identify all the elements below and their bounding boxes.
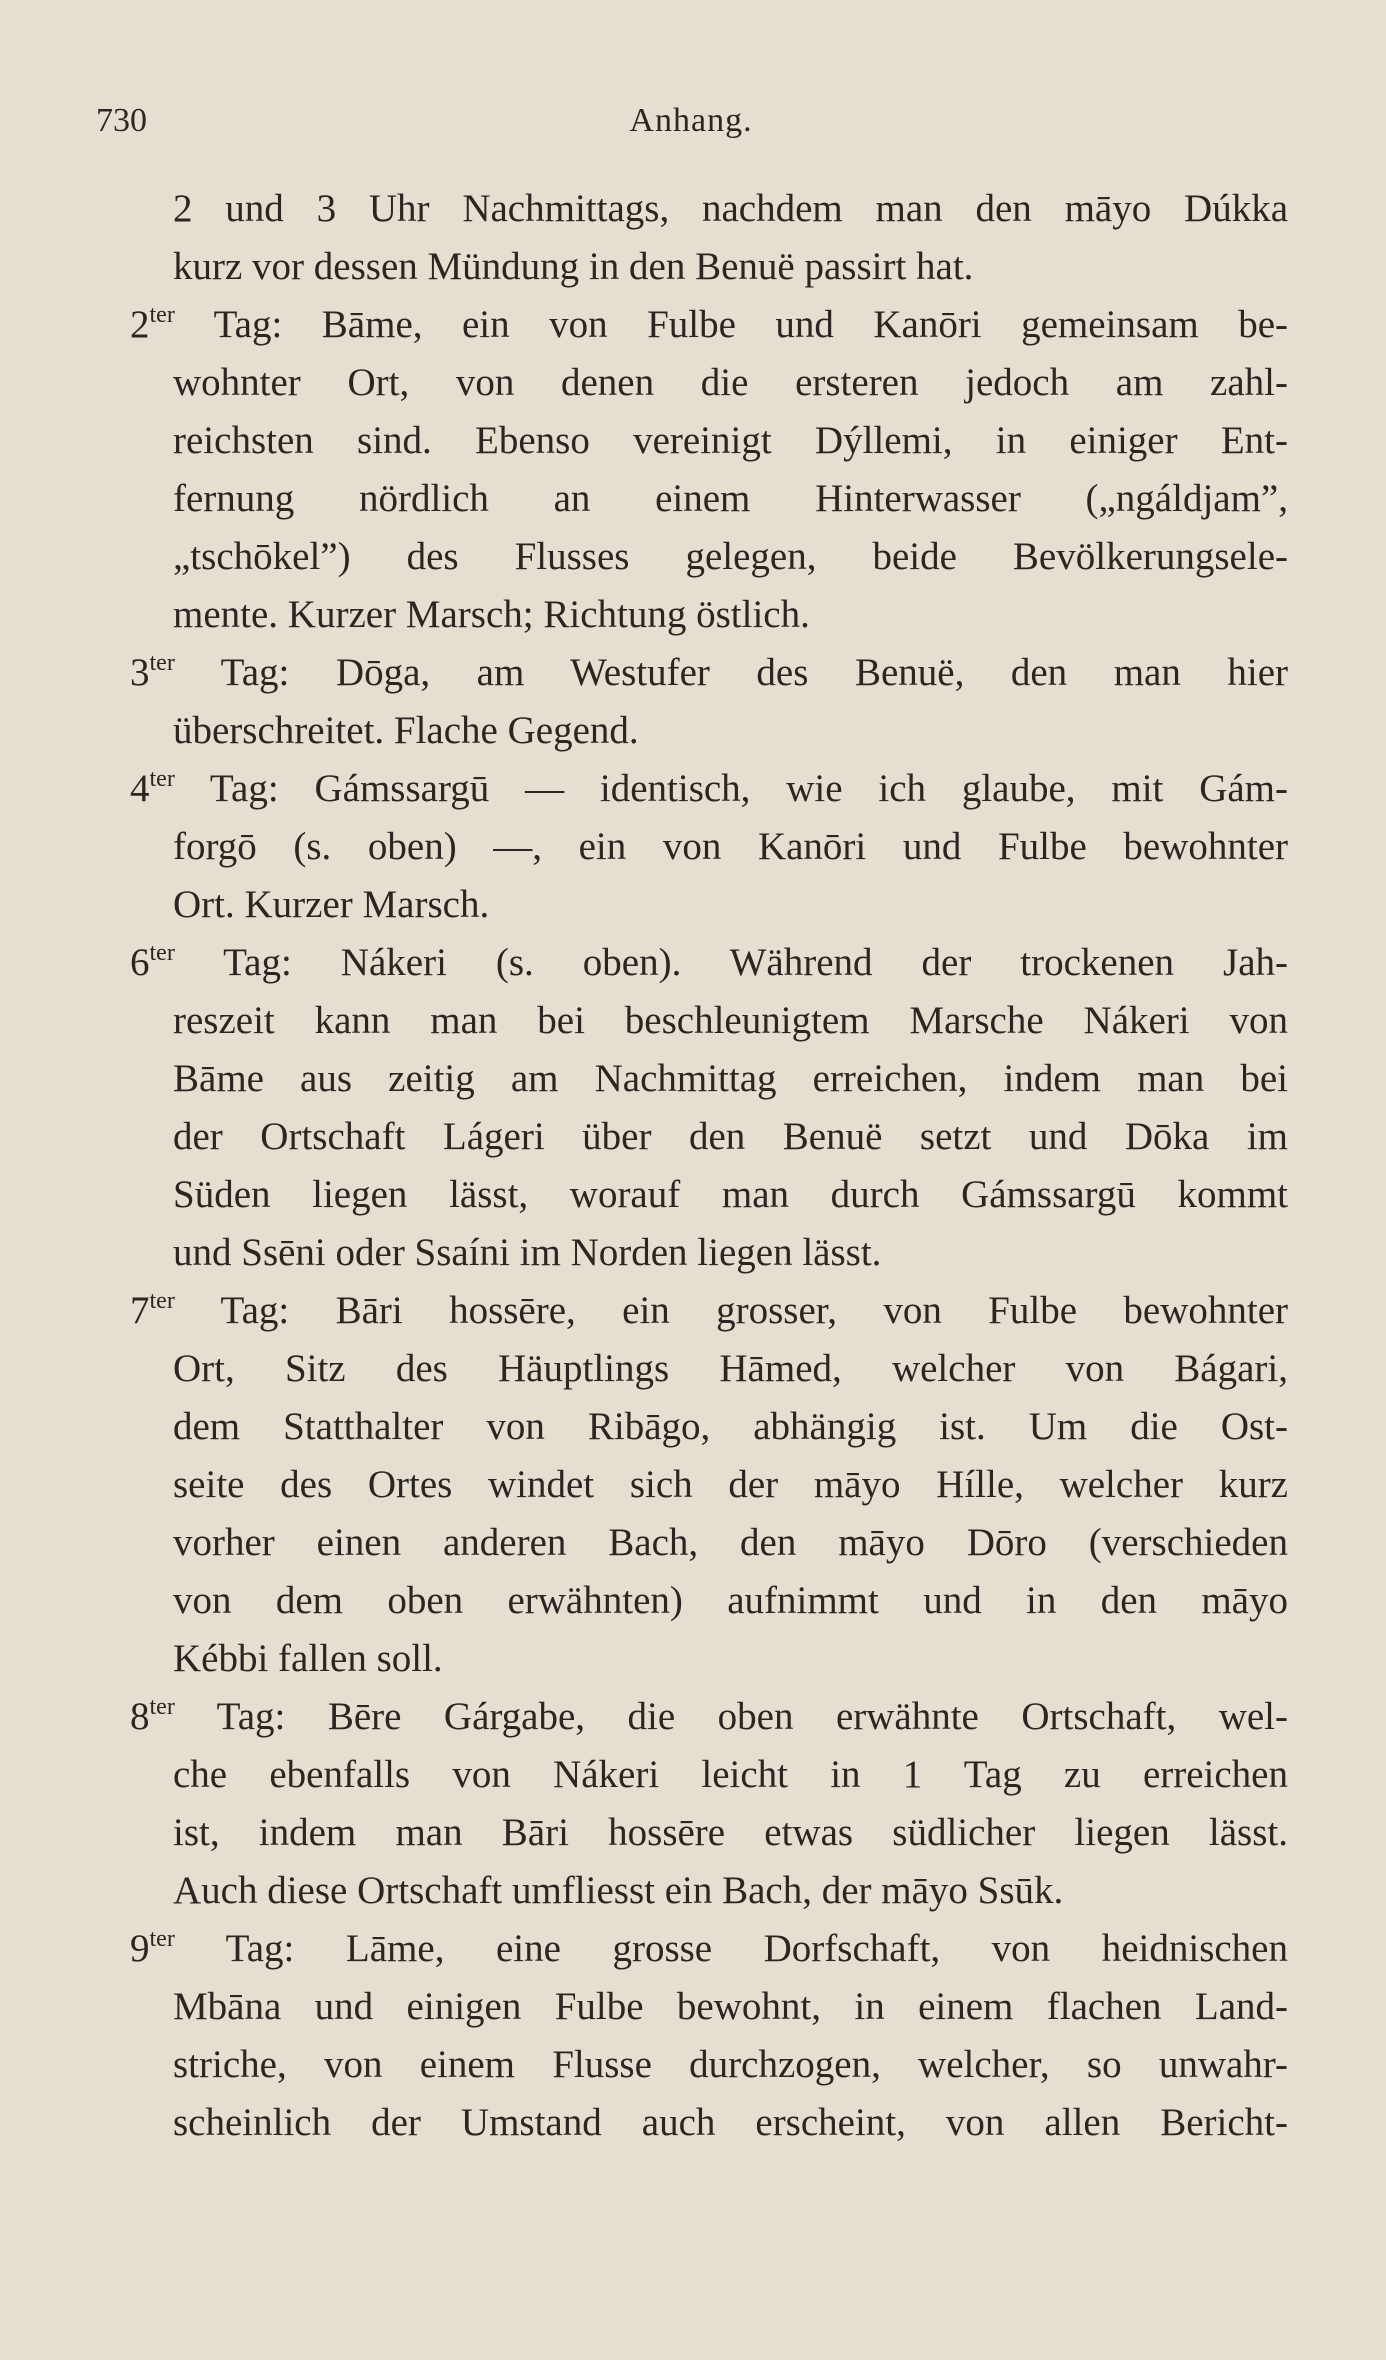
line-text: Auch diese Ortschaft umfliesst ein Bach, der māyo Ssūk.	[173, 1869, 1064, 1912]
text-line	[120, 180, 1288, 238]
line-text: ist, indem man Bāri hossēre etwas südlicher liegen lässt.	[173, 1811, 1288, 1854]
line-text: reichsten sind. Ebenso vereinigt Dýllemi, in einiger Ent-	[173, 419, 1288, 462]
line-text: Tag: Lāme, eine grosse Dorfschaft, von heidnischen	[174, 1927, 1288, 1970]
text-line	[120, 2094, 1288, 2152]
ordinal-suffix: ter	[149, 1288, 175, 1314]
ordinal-suffix: ter	[149, 766, 175, 792]
text-line	[120, 1282, 1288, 1340]
text-line	[120, 1746, 1288, 1804]
text-line	[120, 1514, 1288, 1572]
line-text: Ort, Sitz des Häuptlings Hāmed, welcher von Bágari,	[173, 1347, 1288, 1390]
line-text: Tag: Bēre Gárgabe, die oben erwähnte Ortschaft, wel-	[174, 1695, 1288, 1738]
line-text: vorher einen anderen Bach, den māyo Dōro (verschieden	[173, 1521, 1288, 1564]
text-line	[120, 1108, 1288, 1166]
text-line	[120, 1224, 1288, 1282]
text-line	[120, 934, 1288, 992]
line-text: der Ortschaft Lágeri über den Benuë setzt und Dōka im	[173, 1115, 1288, 1158]
text-line	[120, 1572, 1288, 1630]
day-number: 8	[130, 1695, 150, 1738]
line-text: Süden liegen lässt, worauf man durch Gámssargū kommt	[173, 1173, 1288, 1216]
line-text: scheinlich der Umstand auch erscheint, von allen Bericht-	[173, 2101, 1288, 2144]
text-line	[120, 1920, 1288, 1978]
text-line	[120, 876, 1288, 934]
text-line	[120, 1340, 1288, 1398]
day-number: 6	[130, 941, 150, 984]
text-line	[120, 470, 1288, 528]
running-title: Anhang.	[629, 102, 753, 139]
line-text: dem Statthalter von Ribāgo, abhängig ist. Um die Ost-	[173, 1405, 1288, 1448]
page-header	[96, 102, 1286, 152]
day-number: 7	[130, 1289, 150, 1332]
text-line	[120, 992, 1288, 1050]
day-number: 9	[130, 1927, 150, 1970]
text-line	[120, 1398, 1288, 1456]
line-text: Tag: Bāme, ein von Fulbe und Kanōri gemeinsam be-	[174, 303, 1288, 346]
line-text: Tag: Nákeri (s. oben). Während der trockenen Jah-	[174, 941, 1288, 984]
line-text: Tag: Bāri hossēre, ein grosser, von Fulbe bewohnter	[174, 1289, 1288, 1332]
text-line	[120, 1978, 1288, 2036]
text-line	[120, 238, 1288, 296]
line-text: wohnter Ort, von denen die ersteren jedoch am zahl-	[173, 361, 1288, 404]
text-line	[120, 818, 1288, 876]
ordinal-suffix: ter	[149, 1926, 175, 1952]
body-text	[120, 180, 1288, 2152]
ordinal-suffix: ter	[149, 1694, 175, 1720]
line-text: striche, von einem Flusse durchzogen, welcher, so unwahr-	[173, 2043, 1288, 2086]
line-text: kurz vor dessen Mündung in den Benuë passirt hat.	[173, 245, 974, 288]
line-text: von dem oben erwähnten) aufnimmt und in den māyo	[173, 1579, 1288, 1622]
text-line	[120, 702, 1288, 760]
text-line	[120, 1688, 1288, 1746]
text-line	[120, 412, 1288, 470]
text-line	[120, 1050, 1288, 1108]
text-line	[120, 1804, 1288, 1862]
day-number: 2	[130, 303, 150, 346]
line-text: „tschōkel”) des Flusses gelegen, beide Bevölkerungsele-	[173, 535, 1288, 578]
text-line	[120, 528, 1288, 586]
day-number: 3	[130, 651, 150, 694]
text-line	[120, 644, 1288, 702]
text-line	[120, 760, 1288, 818]
line-text: Kébbi fallen soll.	[173, 1637, 443, 1680]
line-text: Ort. Kurzer Marsch.	[173, 883, 490, 926]
line-text: forgō (s. oben) —, ein von Kanōri und Fulbe bewohnter	[173, 825, 1288, 868]
text-line	[120, 1862, 1288, 1920]
page-number: 730	[96, 102, 147, 139]
line-text: che ebenfalls von Nákeri leicht in 1 Tag zu erreichen	[173, 1753, 1288, 1796]
line-text: Tag: Dōga, am Westufer des Benuë, den man hier	[174, 651, 1288, 694]
text-line	[120, 1166, 1288, 1224]
line-text: seite des Ortes windet sich der māyo Hílle, welcher kurz	[173, 1463, 1288, 1506]
line-text: fernung nördlich an einem Hinterwasser („ngáldjam”,	[173, 477, 1288, 520]
line-text: Bāme aus zeitig am Nachmittag erreichen, indem man bei	[173, 1057, 1288, 1100]
text-line	[120, 2036, 1288, 2094]
text-line	[120, 296, 1288, 354]
ordinal-suffix: ter	[149, 650, 175, 676]
text-line	[120, 1630, 1288, 1688]
line-text: reszeit kann man bei beschleunigtem Marsche Nákeri von	[173, 999, 1288, 1042]
day-number: 4	[130, 767, 150, 810]
ordinal-suffix: ter	[149, 940, 175, 966]
text-line	[120, 586, 1288, 644]
line-text: 2 und 3 Uhr Nachmittags, nachdem man den māyo Dúkka	[173, 187, 1288, 230]
text-line	[120, 1456, 1288, 1514]
line-text: überschreitet. Flache Gegend.	[173, 709, 639, 752]
text-line	[120, 354, 1288, 412]
line-text: und Ssēni oder Ssaíni im Norden liegen lässt.	[173, 1231, 882, 1274]
line-text: Tag: Gámssargū — identisch, wie ich glaube, mit Gám-	[174, 767, 1288, 810]
line-text: Mbāna und einigen Fulbe bewohnt, in einem flachen Land-	[173, 1985, 1288, 2028]
ordinal-suffix: ter	[149, 302, 175, 328]
line-text: mente. Kurzer Marsch; Richtung östlich.	[173, 593, 810, 636]
